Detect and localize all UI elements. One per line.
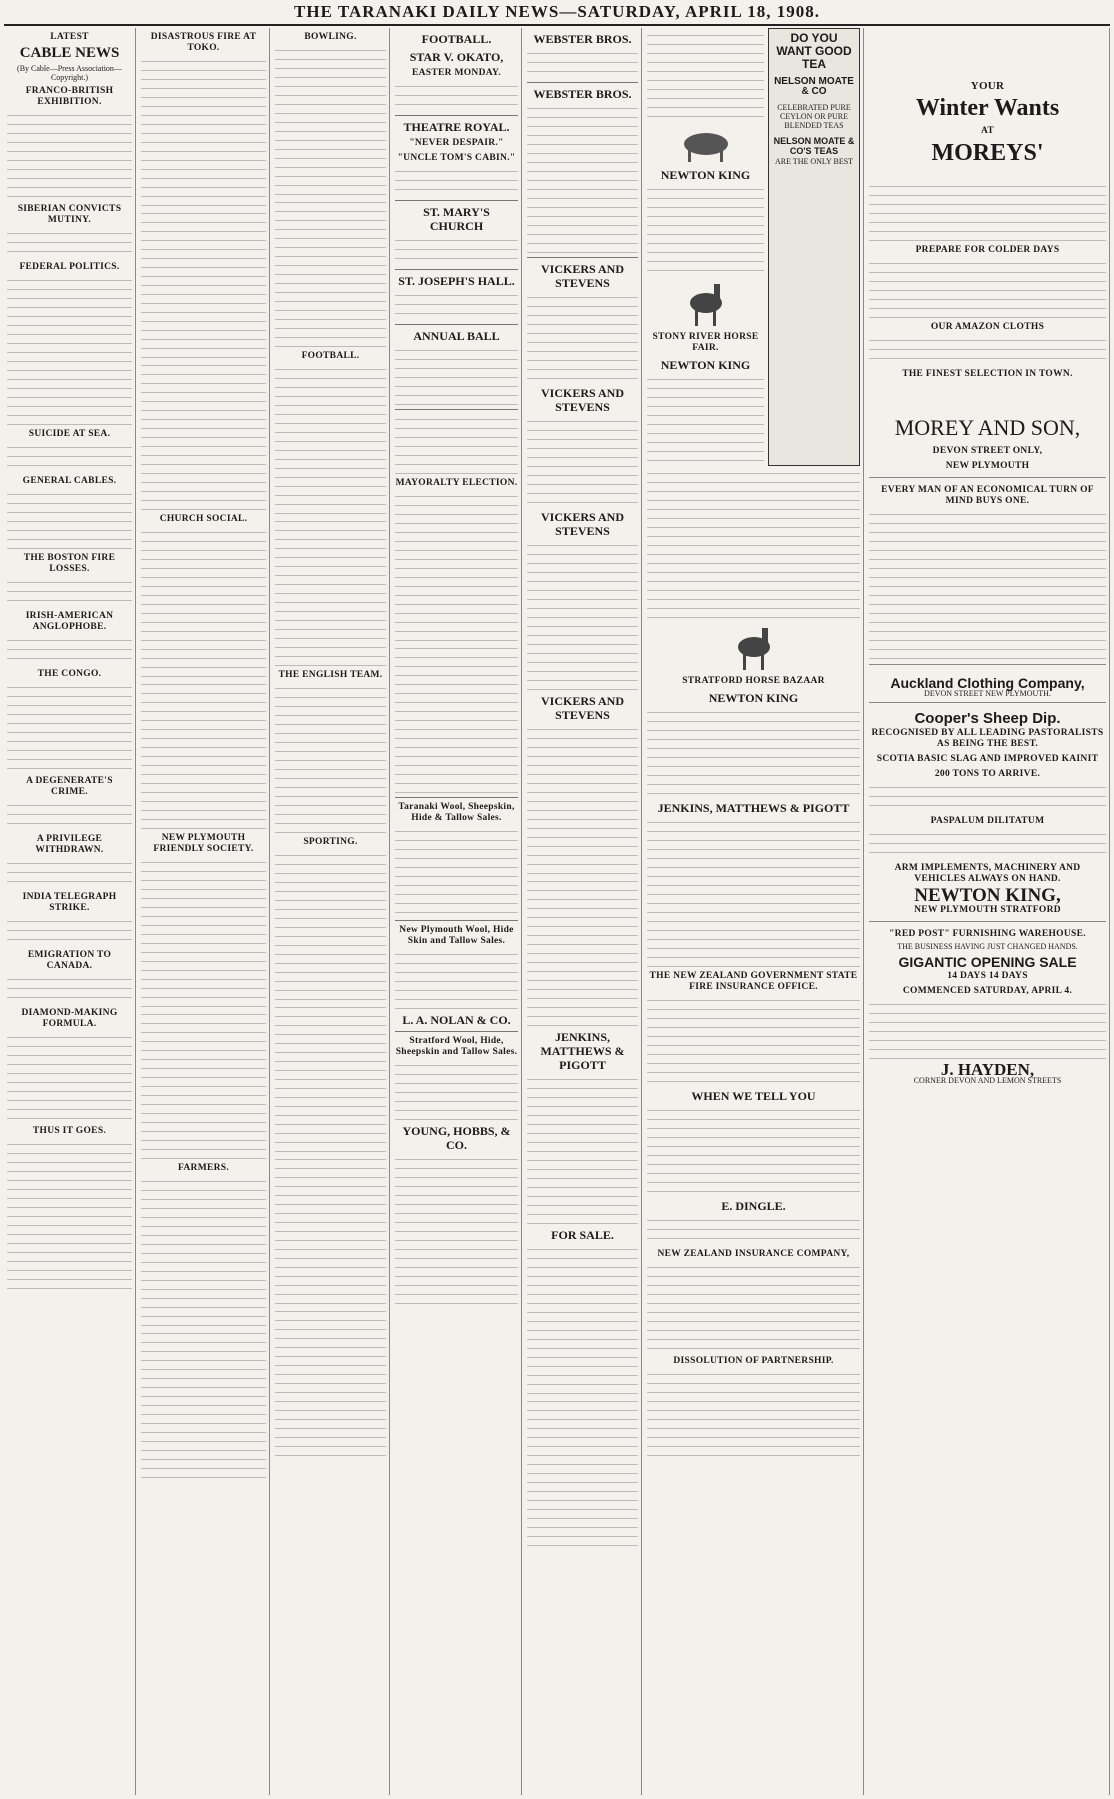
article-text [7, 275, 132, 425]
article-text [7, 1032, 132, 1122]
column-cable-news [4, 28, 136, 1795]
article-text [7, 110, 132, 200]
ad-heading: FOOTBALL. [421, 32, 492, 46]
ad-text [869, 181, 1106, 241]
article-heading: DISASTROUS FIRE AT TOKO. [150, 32, 257, 53]
ad-heading: STAR V. OKATO, [409, 50, 504, 64]
ad-heading: New Plymouth Wool, Hide Skin and Tallow Sales. [399, 925, 514, 946]
article-text [275, 1306, 386, 1456]
ad-text [869, 509, 1106, 659]
cattle-illustration [676, 124, 736, 164]
ad-heading: "UNCLE TOM'S CABIN." [397, 153, 516, 163]
article-heading: FARMERS. [177, 1163, 230, 1173]
article-text [7, 682, 132, 772]
ad-text [647, 1262, 860, 1352]
article-heading: SPORTING. [303, 837, 358, 847]
ad-heading: VICKERS AND STEVENS [540, 386, 624, 414]
article-text [141, 360, 266, 510]
ad-text [647, 995, 860, 1085]
article-heading: A PRIVILEGE WITHDRAWN. [35, 834, 104, 855]
ad-text [647, 1105, 860, 1195]
ad-text [647, 184, 764, 274]
ad-text [395, 1154, 518, 1304]
ad-heading: VICKERS AND STEVENS [540, 694, 624, 722]
article-text [7, 800, 132, 830]
ad-text [527, 48, 638, 78]
ad-text [527, 540, 638, 690]
article-heading: THUS IT GOES. [32, 1126, 107, 1136]
article-heading: SUICIDE AT SEA. [28, 429, 111, 439]
column-local-news [138, 28, 270, 1795]
column-auctions [644, 28, 864, 1795]
ad-text [647, 817, 860, 967]
ad-text [395, 414, 518, 474]
article-text [7, 228, 132, 258]
ad-text [527, 292, 638, 382]
byline: (By Cable—Press Association—Copyright.) [17, 64, 122, 82]
column-stock-sales [524, 28, 642, 1795]
article-text [141, 1328, 266, 1478]
article-text [275, 516, 386, 666]
article-heading: DIAMOND-MAKING FORMULA. [21, 1008, 118, 1029]
ad-text [647, 1369, 860, 1459]
ad-text [527, 1244, 638, 1394]
ad-text [527, 103, 638, 253]
ad-heading: L. A. NOLAN & CO. [402, 1013, 511, 1027]
ad-heading: DISSOLUTION OF PARTNERSHIP. [673, 1356, 834, 1366]
auckland-clothing-ad: Auckland Clothing Company, DEVON STREET NEW PLYMOUTH. [869, 665, 1106, 703]
ad-text [395, 826, 518, 916]
masthead: THE TARANAKI DAILY NEWS—SATURDAY, APRIL 18, 1908. [294, 2, 820, 21]
article-text [7, 635, 132, 665]
article-text [7, 1139, 132, 1289]
article-heading: NEW PLYMOUTH FRIENDLY SOCIETY. [153, 833, 254, 854]
ad-text [395, 643, 518, 793]
article-text [7, 442, 132, 472]
horse-illustration [681, 278, 731, 328]
article-text [141, 527, 266, 677]
ad-heading: STRATFORD HORSE BAZAAR [682, 676, 825, 686]
top-row [647, 28, 860, 466]
ad-heading: Stratford Wool, Hide, Sheepskin and Tallow Sales. [395, 1036, 518, 1057]
ad-text [869, 335, 1106, 365]
ad-text [527, 416, 638, 506]
article-text [275, 850, 386, 1000]
ad-text [869, 258, 1106, 318]
article-text [7, 858, 132, 888]
ad-heading: NEWTON KING [708, 691, 799, 705]
ad-text [647, 374, 764, 464]
ad-text [395, 949, 518, 1009]
article-heading: GENERAL CABLES. [22, 476, 117, 486]
article-heading: BOWLING. [304, 32, 357, 42]
article-text [275, 683, 386, 833]
moreys-ad: YOUR Winter Wants AT MOREYS' PREPARE FOR COLDER DAYS OUR AMAZON CLOTHS THE FINEST SELECTION IN TOWN. MOREY AND SON, DEVON STREET ONLY, NEW PLYMOUTH [869, 28, 1106, 478]
article-text [141, 1009, 266, 1159]
ad-heading: VICKERS AND STEVENS [540, 262, 624, 290]
ad-text [647, 30, 764, 120]
ad-text [527, 1074, 638, 1224]
article-text [275, 197, 386, 347]
ad-text [395, 491, 518, 641]
ad-heading: WEBSTER BROS. [533, 32, 632, 46]
ad-heading: ANNUAL BALL [413, 329, 500, 343]
cable-news-heading: CABLE NEWS [19, 45, 120, 61]
ad-text [395, 235, 518, 265]
ad-heading: JENKINS, MATTHEWS & PIGOTT [540, 1030, 625, 1072]
ad-text [395, 290, 518, 320]
ad-text [647, 1215, 860, 1245]
newton-king-ad: Cooper's Sheep Dip. RECOGNISED BY ALL LEADING PASTORALISTS AS BEING THE BEST. SCOTIA BASIC SLAG AND IMPROVED KAINIT 200 TONS TO ARRIVE. PASPALUM DILITATUM ARM IMPLEMENTS, MACHINERY AND VEHICLES ALWAYS ON HAND. NEWTON KING, NEW PLYMOUTH STRATFORD [869, 703, 1106, 922]
ad-text [395, 166, 518, 196]
ad-heading: WEBSTER BROS. [533, 87, 632, 101]
article-text [141, 56, 266, 206]
red-post-ad: "RED POST" FURNISHING WAREHOUSE. THE BUSINESS HAVING JUST CHANGED HANDS. GIGANTIC OPENING SALE 14 DAYS 14 DAYS COMMENCED SATURDAY, APRIL 4. J. HAYDEN, CORNER DEVON AND LEMON STREETS [869, 922, 1106, 1089]
article-text [141, 679, 266, 829]
article-text [275, 1002, 386, 1152]
article-text [141, 1176, 266, 1326]
article-heading: SIBERIAN CONVICTS MUTINY. [17, 204, 122, 225]
column-display-ads [866, 28, 1110, 1795]
ad-text [527, 1396, 638, 1546]
article-text [141, 208, 266, 358]
article-heading: A DEGENERATE'S CRIME. [26, 776, 113, 797]
ad-heading: ST. JOSEPH'S HALL. [398, 274, 515, 288]
ad-text [869, 999, 1106, 1059]
ad-heading: Taranaki Wool, Sheepskin, Hide & Tallow Sales. [398, 802, 515, 823]
article-text [7, 974, 132, 1004]
ad-heading: NEWTON KING [660, 168, 751, 182]
ad-text [647, 468, 860, 618]
article-heading: FOOTBALL. [301, 351, 360, 361]
article-text [7, 489, 132, 549]
tea-ad: DO YOU WANT GOOD TEA NELSON MOATE & CO CELEBRATED PURE CEYLON OR PURE BLENDED TEAS NELSON MOATE & CO'S TEAS ARE THE ONLY BEST [768, 28, 860, 466]
ad-heading: NEWTON KING [660, 358, 751, 372]
article-heading: FRANCO-BRITISH EXHIBITION. [25, 86, 114, 107]
ad-text [527, 876, 638, 1026]
article-heading: INDIA TELEGRAPH STRIKE. [22, 892, 117, 913]
article-text [275, 45, 386, 195]
ad-heading: ST. MARY'S CHURCH [423, 205, 490, 233]
ad-heading: THE NEW ZEALAND GOVERNMENT STATE FIRE INSURANCE OFFICE. [649, 971, 858, 992]
every-man-ad: EVERY MAN OF AN ECONOMICAL TURN OF MIND BUYS ONE. [869, 478, 1106, 665]
ad-heading: "NEVER DESPAIR." [409, 138, 504, 148]
ad-heading: THEATRE ROYAL. [403, 120, 510, 134]
ad-heading: JENKINS, MATTHEWS & PIGOTT [657, 801, 850, 815]
ad-text [395, 345, 518, 405]
ad-heading: NEW ZEALAND INSURANCE COMPANY, [657, 1249, 850, 1259]
article-heading: THE CONGO. [37, 669, 102, 679]
ad-heading: E. DINGLE. [721, 1199, 786, 1213]
article-text [275, 1154, 386, 1304]
ad-text [527, 724, 638, 874]
article-heading: EMIGRATION TO CANADA. [27, 950, 112, 971]
ad-heading: FOR SALE. [551, 1228, 614, 1242]
ad-text [869, 829, 1106, 859]
ad-text [647, 707, 860, 797]
ad-text [395, 1060, 518, 1120]
column-sport [272, 28, 390, 1795]
ad-heading: EASTER MONDAY. [411, 68, 502, 78]
latest-heading: LATEST [50, 32, 89, 42]
ad-heading: STONY RIVER HORSE FAIR. [652, 332, 759, 353]
article-heading: THE BOSTON FIRE LOSSES. [23, 553, 116, 574]
masthead-rule [4, 24, 1110, 26]
article-heading: IRISH-AMERICAN ANGLOPHOBE. [25, 611, 114, 632]
article-heading: CHURCH SOCIAL. [159, 514, 248, 524]
column-notices [392, 28, 522, 1795]
article-text [7, 577, 132, 607]
ad-text [395, 81, 518, 111]
horse-illustration [729, 622, 779, 672]
ad-heading: YOUNG, HOBBS, & CO. [402, 1124, 511, 1152]
ad-heading: MAYORALTY ELECTION. [395, 478, 518, 488]
article-heading: FEDERAL POLITICS. [19, 262, 120, 272]
ad-heading: VICKERS AND STEVENS [540, 510, 624, 538]
ad-text [869, 782, 1106, 812]
ad-heading: WHEN WE TELL YOU [691, 1089, 816, 1103]
article-heading: THE ENGLISH TEAM. [278, 670, 383, 680]
article-text [275, 364, 386, 514]
article-text [141, 857, 266, 1007]
article-text [7, 916, 132, 946]
